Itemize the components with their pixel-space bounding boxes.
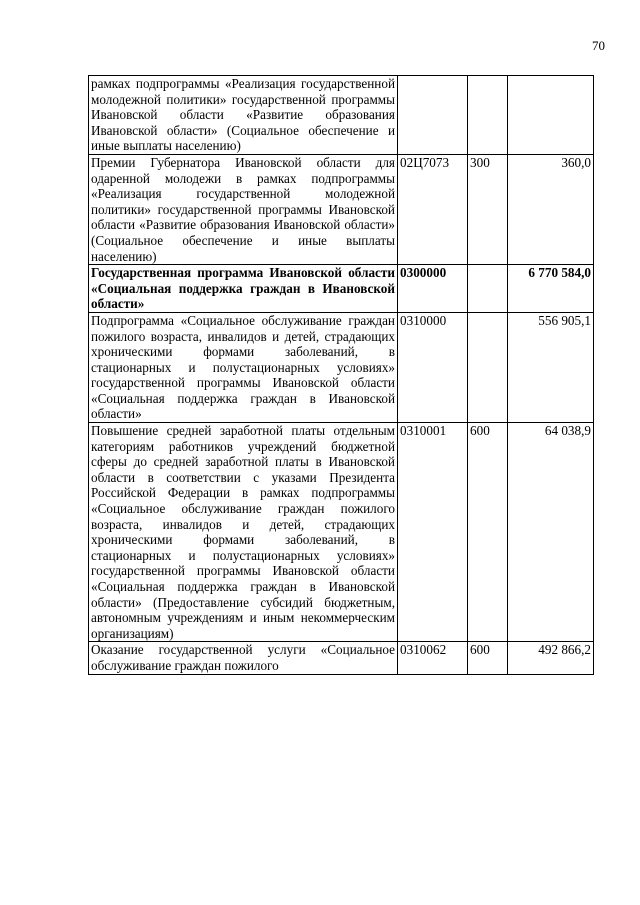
- expense-type-code: [468, 265, 508, 313]
- table-row: [89, 76, 594, 155]
- row-description: Государственная программа Ивановской области «Социальная поддержка граждан в Ивановской области»: [89, 265, 398, 313]
- target-article-code: 0300000: [398, 265, 468, 313]
- table-row: [89, 642, 594, 674]
- amount: 6 770 584,0: [508, 265, 594, 313]
- row-description: Повышение средней заработной платы отдельным категориям работников учреждений бюджетной сферы до средней заработной платы в Ивановской области в соответствии с указами Президента Российской Федерации в рамках подпрограммы «Социальное обслуживание граждан пожилого возраста, инвалидов и детей, страдающих хроническими формами заболеваний, в стационарных и полустационарных условиях» государственной программы Ивановской области «Социальная поддержка граждан в Ивановской области» (Предоставление субсидий бюджетным, автономным учреждениям и иным некоммерческим организациям): [89, 423, 398, 642]
- table-row: [89, 423, 594, 642]
- expense-type-code: 300: [468, 154, 508, 264]
- target-article-code: [398, 76, 468, 155]
- amount: 492 866,2: [508, 642, 594, 674]
- expense-type-code: [468, 76, 508, 155]
- table-row-program: [89, 265, 594, 313]
- page-number: 70: [592, 38, 605, 53]
- amount: [508, 76, 594, 155]
- target-article-code: 0310062: [398, 642, 468, 674]
- row-description: Подпрограмма «Социальное обслуживание граждан пожилого возраста, инвалидов и детей, страдающих хроническими формами заболеваний, в стационарных и полустационарных условиях» государственной программы Ивановской области «Социальная поддержка граждан в Ивановской области»: [89, 312, 398, 422]
- amount: 556 905,1: [508, 312, 594, 422]
- expense-type-code: 600: [468, 642, 508, 674]
- row-description: рамках подпрограммы «Реализация государственной молодежной политики» государственной программы Ивановской области «Развитие образования Ивановской области» (Социальное обеспечение и иные выплаты населению): [89, 76, 398, 155]
- budget-table: [88, 75, 594, 675]
- amount: 360,0: [508, 154, 594, 264]
- row-description: Премии Губернатора Ивановской области для одаренной молодежи в рамках подпрограммы «Реализация государственной молодежной политики» государственной программы Ивановской области «Развитие образования Ивановской области» (Социальное обеспечение и иные выплаты населению): [89, 154, 398, 264]
- expense-type-code: [468, 312, 508, 422]
- table-row: [89, 312, 594, 422]
- expense-type-code: 600: [468, 423, 508, 642]
- target-article-code: 0310001: [398, 423, 468, 642]
- table-row: [89, 154, 594, 264]
- target-article-code: 0310000: [398, 312, 468, 422]
- row-description: Оказание государственной услуги «Социальное обслуживание граждан пожилого: [89, 642, 398, 674]
- target-article-code: 02Ц7073: [398, 154, 468, 264]
- amount: 64 038,9: [508, 423, 594, 642]
